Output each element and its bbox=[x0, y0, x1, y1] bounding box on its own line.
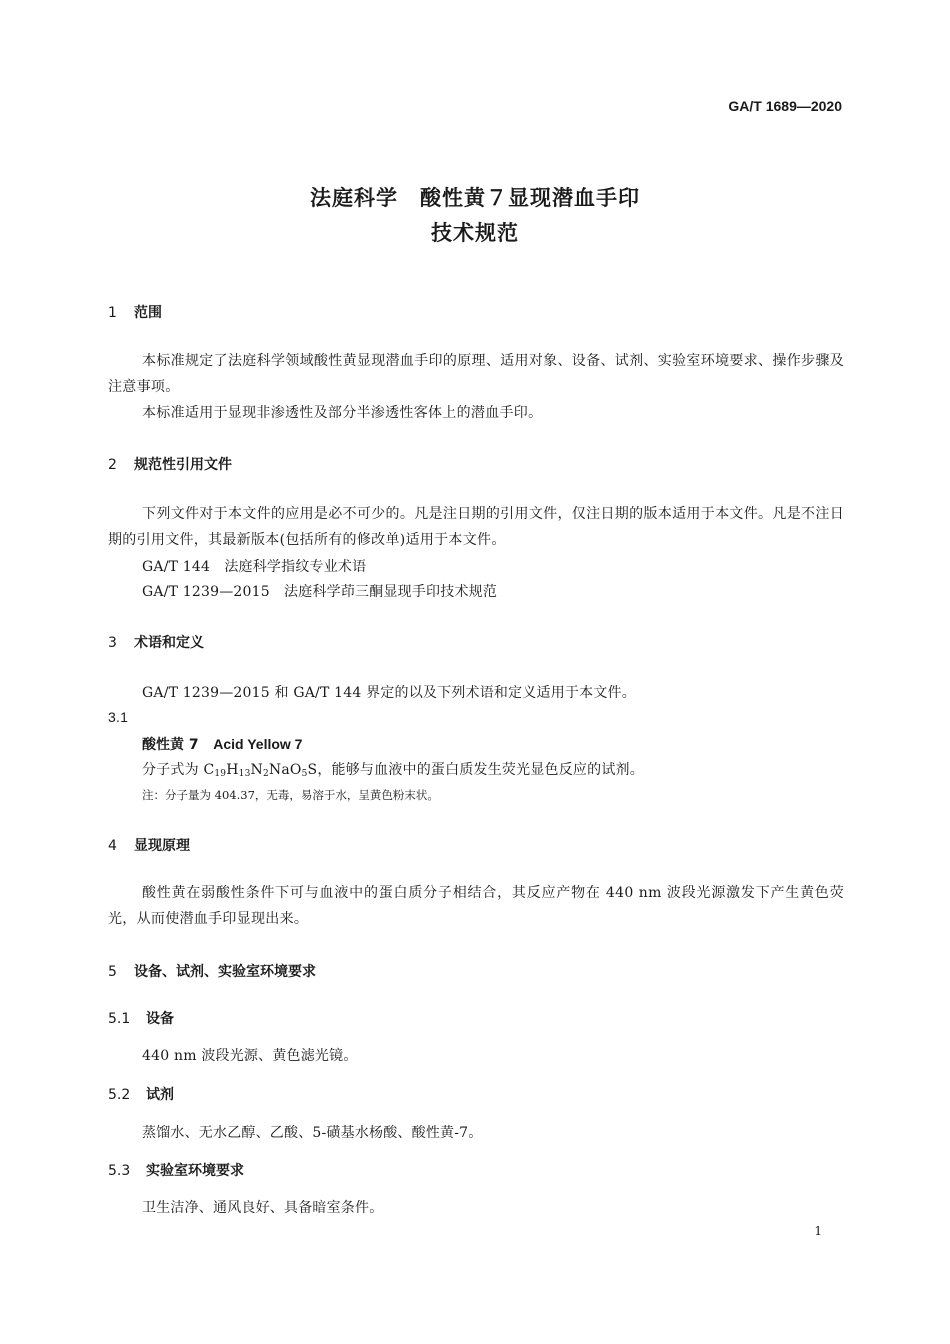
section-title: 范围 bbox=[134, 305, 162, 321]
subsection-number: 5.1 bbox=[108, 1011, 131, 1027]
section-number: 1 bbox=[108, 305, 117, 321]
section-1-paragraph-1: 本标准规定了法庭科学领域酸性黄显现潜血手印的原理、适用对象、设备、试剂、实验室环境要求、操作步骤及注意事项。 bbox=[108, 353, 844, 395]
subsection-5-1-heading bbox=[108, 1008, 174, 1028]
section-4-paragraph-1: 酸性黄在弱酸性条件下可与血液中的蛋白质分子相结合，其反应产物在 440 nm 波段光源激发下产生黄色荧光，从而使潜血手印显现出来。 bbox=[108, 885, 844, 927]
chemical-formula: $C_{19}H_{13}N_2NaO_5S$ bbox=[203, 762, 318, 779]
section-2-paragraph-1: 下列文件对于本文件的应用是必不可少的。凡是注日期的引用文件，仅注日期的版本适用于本文件。凡是不注日期的引用文件，其最新版本(包括所有的修改单)适用于本文件。 bbox=[108, 506, 844, 548]
definition-prefix: 分子式为 bbox=[142, 762, 204, 778]
subsection-number: 5.3 bbox=[108, 1163, 131, 1179]
term-english: Acid Yellow 7 bbox=[213, 736, 303, 752]
section-number: 3 bbox=[108, 635, 117, 651]
standard-number: GA/T 1689—2020 bbox=[728, 98, 842, 114]
definition-suffix: ，能够与血液中的蛋白质发生荧光显色反应的试剂。 bbox=[317, 762, 644, 778]
section-4-heading bbox=[108, 835, 190, 855]
section-title: 显现原理 bbox=[134, 838, 190, 854]
subsection-5-2-text: 蒸馏水、无水乙醇、乙酸、5-磺基水杨酸、酸性黄-7。 bbox=[142, 1125, 483, 1141]
section-2-heading bbox=[108, 454, 232, 474]
term-heading bbox=[142, 734, 302, 754]
term-note: 注：分子量为 404.37，无毒，易溶于水，呈黄色粉末状。 bbox=[142, 788, 439, 802]
section-number: 5 bbox=[108, 964, 117, 980]
subsection-title: 实验室环境要求 bbox=[146, 1163, 244, 1179]
page-number: 1 bbox=[814, 1224, 822, 1238]
term-definition bbox=[142, 759, 644, 779]
section-number: 4 bbox=[108, 838, 117, 854]
section-5-heading bbox=[108, 961, 316, 981]
section-3-heading bbox=[108, 632, 204, 652]
subsection-title: 试剂 bbox=[146, 1087, 174, 1103]
subsection-number: 5.2 bbox=[108, 1087, 131, 1103]
document-title: 法庭科学 酸性黄７显现潜血手印 bbox=[310, 186, 640, 210]
section-1-paragraph-2: 本标准适用于显现非渗透性及部分半渗透性客体上的潜血手印。 bbox=[142, 405, 543, 421]
section-3-paragraph-1: GA/T 1239—2015 和 GA/T 144 界定的以及下列术语和定义适用于本文件。 bbox=[142, 685, 636, 701]
section-number: 2 bbox=[108, 457, 117, 473]
term-chinese: 酸性黄 7 bbox=[142, 737, 199, 753]
section-title: 规范性引用文件 bbox=[134, 457, 232, 473]
section-1-heading bbox=[108, 302, 162, 322]
reference-item: GA/T 1239—2015 法庭科学茚三酮显现手印技术规范 bbox=[142, 584, 498, 600]
subsection-5-1-text: 440 nm 波段光源、黄色滤光镜。 bbox=[142, 1048, 358, 1064]
document-subtitle: 技术规范 bbox=[431, 221, 519, 245]
reference-item: GA/T 144 法庭科学指纹专业术语 bbox=[142, 559, 367, 575]
subsection-title: 设备 bbox=[146, 1011, 174, 1027]
subsection-5-3-heading bbox=[108, 1160, 244, 1180]
section-title: 设备、试剂、实验室环境要求 bbox=[134, 964, 316, 980]
section-title: 术语和定义 bbox=[134, 635, 204, 651]
subsection-number: 3.1 bbox=[108, 709, 129, 725]
subsection-5-3-text: 卫生洁净、通风良好、具备暗室条件。 bbox=[142, 1200, 384, 1216]
subsection-5-2-heading bbox=[108, 1084, 174, 1104]
